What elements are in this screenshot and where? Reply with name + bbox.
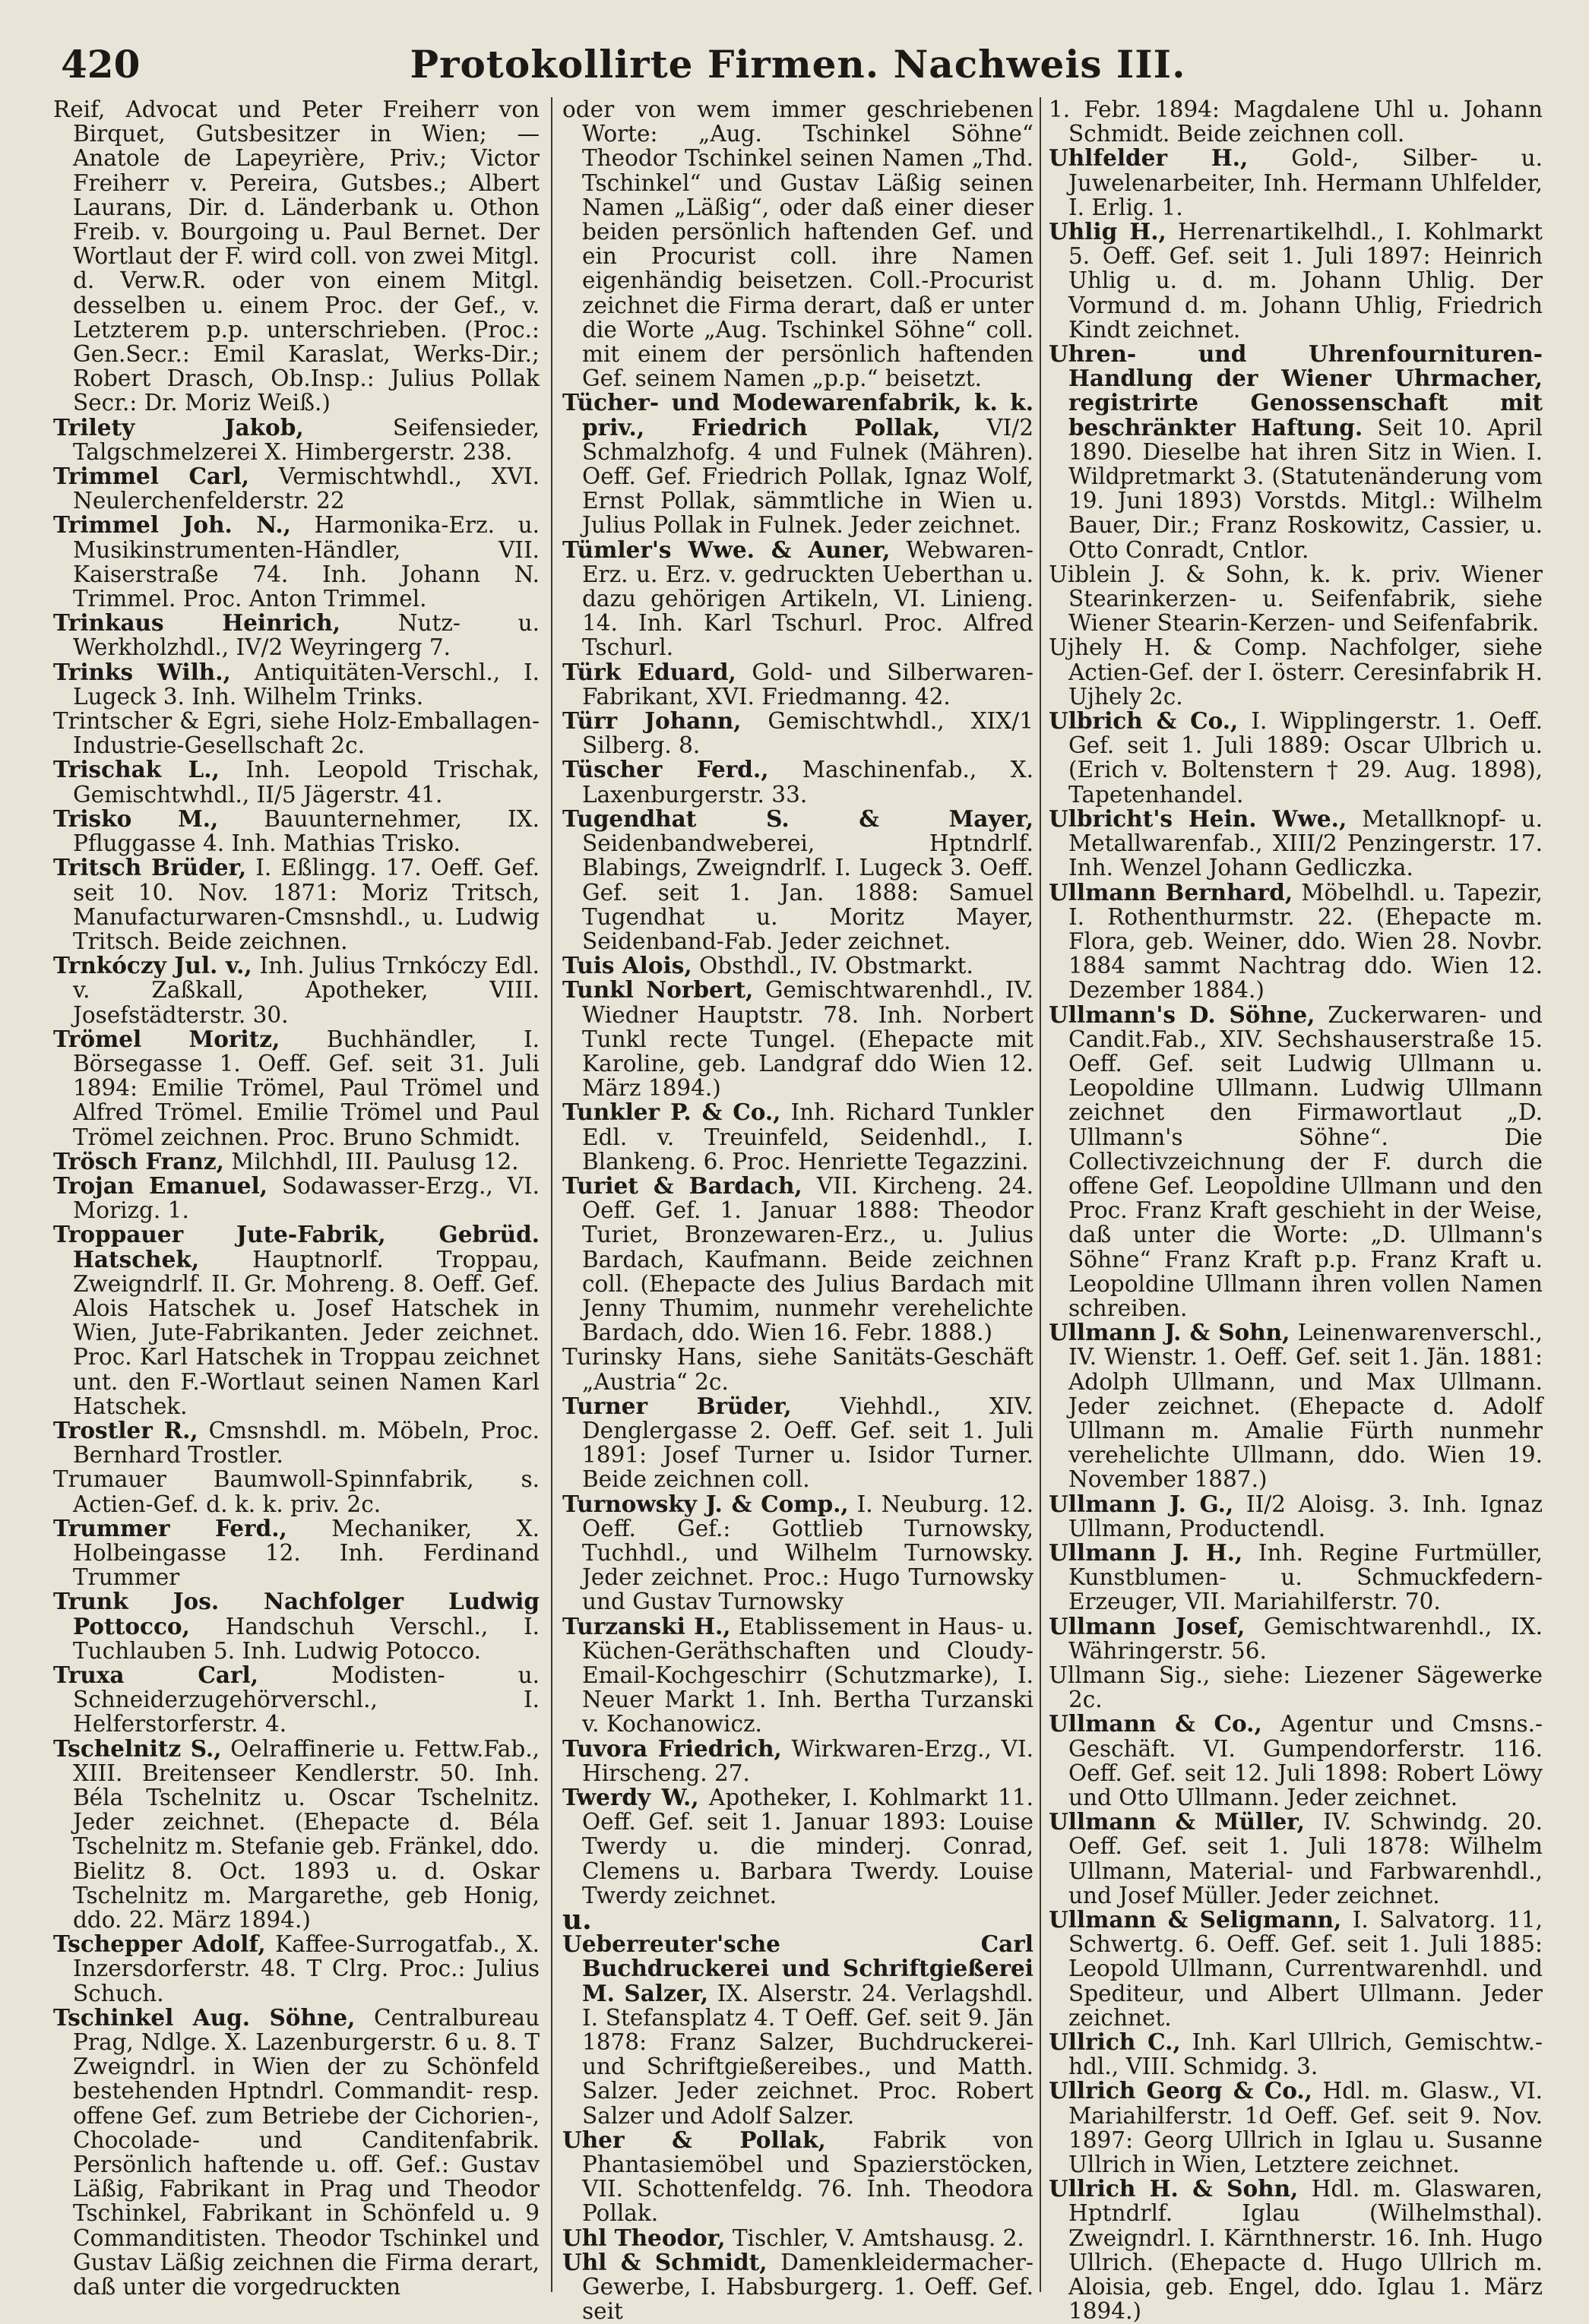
directory-entry: [1049, 2079, 1543, 2177]
entry-text: IX. Alserstr. 24. Verlagshdl. I. Stefansplatz 4. T Oeff. Gef. seit 9. Jän 1878: Franz Salzer, Buchdruckerei- und Schriftgießereibes., und Matth. Salzer. Jeder zeichnet. Proc. Robert Salzer und Adolf Salzer.: [582, 1980, 1033, 2129]
firm-name: Trojan Emanuel,: [53, 1171, 267, 1199]
firm-name: Tuvora Friedrich,: [562, 1734, 782, 1762]
entry-text: Obsthdl., IV. Obstmarkt.: [692, 953, 973, 979]
entry-text: Modisten- u. Schneiderzugehörverschl., I. Helferstorferstr. 4.: [73, 1662, 540, 1737]
column-divider: [551, 97, 552, 2292]
directory-entry: [1049, 2030, 1543, 2079]
directory-entry: [562, 1345, 1033, 1393]
directory-entry: [562, 538, 1033, 660]
firm-name: Tschepper Adolf,: [53, 1930, 266, 1958]
firm-name: Türk Eduard,: [562, 658, 736, 685]
firm-name: Ullmann's D. Söhne,: [1049, 1001, 1315, 1028]
firm-name: Twerdy W.,: [562, 1784, 699, 1811]
directory-entry: [1049, 1538, 1543, 1615]
entry-text: oder von wem immer geschriebenen Worte: „Aug. Tschinkel Söhne“ Theodor Tschinkel seinen Namen „Thd. Tschinkel“ und Gustav Läßig seinen Namen „Läßig“, oder daß einer dieser beiden persönlich haftenden Gef. und ein Procurist coll. ihre Namen eigenhändig beisetzen. Coll.-Procurist zeichnet die Firma derart, daß er unter die Worte „Aug. Tschinkel Söhne“ coll. mit einem der persönlich haftenden Gef. seinem Namen „p.p.“ beisetzt.: [562, 96, 1033, 392]
directory-entry: [562, 1171, 1033, 1346]
entry-text: Ujhely H. & Comp. Nachfolger, siehe Actien-Gef. der I. österr. Ceresinfabrik H. Ujhely 2c.: [1049, 634, 1543, 710]
directory-entry: [1049, 146, 1543, 220]
firm-name: Türr Johann,: [562, 707, 742, 735]
entry-text: Reif, Advocat und Peter Freiherr von Birquet, Gutsbesitzer in Wien; — Anatole de Lapeyrière, Priv.; Victor Freiherr v. Pereira, Gutsbes.; Albert Laurans, Dir. d. Länderbank u. Othon Freib. v. Bourgoing u. Paul Bernet. Der Wortlaut der F. wird coll. von zwei Mitgl. d. Verw.R. oder von einem Mitgl. desselben u. einem Proc. der Gef., v. Letzterem p.p. unterschrieben. (Proc.: Gen.Secr.: Emil Karaslat, Werks-Dir.; Robert Drasch, Ob.Insp.: Julius Pollak Secr.: Dr. Moriz Weiß.): [53, 96, 540, 416]
directory-entry: [53, 464, 540, 513]
firm-name: Ullrich H. & Sohn,: [1049, 2175, 1299, 2202]
firm-name: Ullmann Bernhard,: [1049, 878, 1293, 906]
entry-text: Inh. Richard Tunkler Edl. v. Treuinfeld, Seidenhdl., I. Blankeng. 6. Proc. Henriette Tegazzini.: [582, 1099, 1033, 1175]
firm-name: Ullrich Georg & Co.,: [1049, 2077, 1312, 2104]
entry-text: Agentur und Cmsns.-Geschäft. VI. Gumpendorferstr. 116. Oeff. Gef. seit 12. Juli 1898: Robert Löwy und Otto Ullmann. Jeder zeichnet.: [1068, 1711, 1543, 1811]
directory-entry: [53, 1171, 540, 1224]
entry-text: Inh. Regine Furtmüller, Kunstblumen- u. Schmuckfedern-Erzeuger, VII. Mariahilferstr. 70.: [1068, 1539, 1543, 1615]
firm-name: Trinkaus Heinrich,: [53, 609, 340, 637]
entry-text: Trintscher & Egri, siehe Holz-Emballagen-Industrie-Gesellschaft 2c.: [53, 708, 540, 759]
firm-name: Ullmann & Co.,: [1049, 1710, 1262, 1737]
firm-name: Uhl & Schmidt,: [562, 2248, 768, 2275]
entry-text: Nutz- u. Werkholzhdl., IV/2 Weyringerg 7.: [73, 610, 540, 661]
directory-entry: [53, 855, 540, 953]
column-2: [562, 96, 1034, 2324]
entry-text: Maschinenfab., X. Laxenburgerstr. 33.: [582, 757, 1033, 808]
entry-text: Cmsnshdl. m. Möbeln, Proc. Bernhard Trostler.: [73, 1417, 540, 1469]
directory-entry: [1049, 1908, 1543, 2030]
directory-entry: [562, 97, 1033, 390]
entry-text: Gemischtwarenhdl., IV. Wiedner Hauptstr. 78. Inh. Norbert Tunkl recte Tungel. (Ehepacte mit Karoline, geb. Landgraf ddo Wien 12. März 1894.): [582, 977, 1033, 1102]
entry-text: VI/2 Schmalzhofg. 4 und Fulnek (Mähren). Oeff. Gef. Friedrich Pollak, Ignaz Wolf, Ernst Pollak, sämmtliche in Wien u. Julius Pollak in Fulnek. Jeder zeichnet.: [582, 414, 1034, 539]
directory-entry: [53, 757, 540, 806]
entry-text: Centralbureau Prag, Ndlge. X. Lazenburgerstr. 6 u. 8. T Zweigndrl. in Wien der zu Schönfeld bestehenden Hptndrl. Commandit- resp. offene Gef. zum Betriebe der Cichorien-, Chocolade- und Canditenfabrik. Persönlich haftende u. off. Gef.: Gustav Läßig, Fabrikant in Prag und Theodor Tschinkel, Fabrikant in Schönfeld u. 9 Commanditisten. Theodor Tschinkel und Gustav Läßig zeichnen die Firma derart, daß unter die vorgedruckten: [73, 2004, 540, 2300]
firm-name: Turnowsky J. & Comp.,: [562, 1490, 849, 1517]
entry-text: Hdl. m. Glasw., VI. Mariahilferstr. 1d Oeff. Gef. seit 9. Nov. 1897: Georg Ullrich in Iglau u. Susanne Ullrich in Wien, Letztere zeichnet.: [1068, 2078, 1543, 2178]
entry-text: Seifensieder, Talgschmelzerei X. Himbergerstr. 238.: [73, 414, 540, 465]
entry-text: IV. Schwindg. 20. Oeff. Gef. seit 1. Juli 1878: Wilhelm Ullmann, Material- und Farbwarenhdl., und Josef Müller. Jeder zeichnet.: [1068, 1809, 1543, 1908]
entry-text: Hdl. m. Glaswaren, Hptndrlf. Iglau (Wilhelmsthal). Zweigndrl. I. Kärnthnerstr. 16. Inh. Hugo Ullrich. (Ehepacte d. Hugo Ullrich m. Aloisia, geb. Engel, ddo. Iglau 1. März 1894.): [1068, 2176, 1543, 2324]
entry-text: I. Wipplingerstr. 1. Oeff. Gef. seit 1. Juli 1889: Oscar Ulbrich u. (Erich v. Boltenstern † 29. Aug. 1898), Tapetenhandel.: [1068, 708, 1543, 808]
entry-text: Damenkleidermacher-Gewerbe, I. Habsburgerg. 1. Oeff. Gef. seit: [582, 2249, 1033, 2324]
directory-entry: [562, 807, 1033, 953]
firm-name: Tritsch Brüder,: [53, 854, 247, 881]
firm-name: Tümler's Wwe. & Auner,: [562, 536, 891, 563]
directory-entry: [53, 1027, 540, 1149]
firm-name: Uhlig H.,: [1049, 218, 1166, 245]
firm-name: Ullmann & Müller,: [1049, 1808, 1305, 1835]
entry-text: Inh. Leopold Trischak, Gemischtwhdl., II/5 Jägerstr. 41.: [73, 757, 540, 808]
firm-name: Turner Brüder,: [562, 1392, 792, 1419]
entry-text: Kaffee-Surrogatfab., X. Inzersdorferstr. 48. T Clrg. Proc.: Julius Schuch.: [73, 1931, 540, 2006]
firm-name: Truxa Carl,: [53, 1662, 258, 1688]
directory-entry: [1049, 1003, 1543, 1321]
directory-entry: [1049, 1712, 1543, 1810]
firm-name: Trostler R.,: [53, 1416, 198, 1443]
entry-text: Zuckerwaren- und Candit.Fab., XIV. Sechshauserstraße 15. Oeff. Gef. seit Ludwig Ullmann u. Leopoldine Ullmann. Ludwig Ullmann zeichnet den Firmawortlaut „D. Ullmann's Söhne“. Die Collectivzeichnung der F. durch die offene Gef. Leopoldine Ullmann und den Proc. Franz Kraft geschieht in der Weise, daß unter die Worte: „D. Ullmann's Söhne“ Franz Kraft p.p. Franz Kraft u. Leopoldine Ullmann ihren vollen Namen schreiben.: [1068, 1001, 1543, 1321]
firm-name: Uher & Pollak,: [562, 2126, 826, 2153]
directory-entry: [562, 1614, 1033, 1737]
firm-name: Turiet & Bardach,: [562, 1171, 802, 1199]
firm-name: Ullmann J. & Sohn,: [1049, 1319, 1290, 1346]
entry-text: Harmonika-Erz. u. Musikinstrumenten-Händler, VII. Kaiserstraße 74. Inh. Johann N. Trimmel. Proc. Anton Trimmel.: [73, 512, 540, 612]
entry-text: Etablissement in Haus- u. Küchen-Geräthschaften und Cloudy-Email-Kochgeschirr (Schutzmarke), I. Neuer Markt 1. Inh. Bertha Turzanski v. Kochanowicz.: [582, 1613, 1033, 1737]
entry-text: Möbelhdl. u. Tapezir, I. Rothenthurmstr. 22. (Ehepacte m. Flora, geb. Weiner, ddo. Wien 28. Novbr. 1884 sammt Nachtrag ddo. Wien 12. Dezember 1884.): [1068, 879, 1543, 1004]
entry-text: Herrenartikelhdl., I. Kohlmarkt 5. Oeff. Gef. seit 1. Juli 1897: Heinrich Uhlig u. d. m. Johann Uhlig. Der Vormund d. m. Johann Uhlig, Friedrich Kindt zeichnet.: [1068, 219, 1543, 343]
entry-text: I. Eßlingg. 17. Oeff. Gef. seit 10. Nov. 1871: Moriz Tritsch, Manufacturwaren-Cmsnshdl., u. Ludwig Tritsch. Beide zeichnen.: [73, 855, 540, 954]
firm-name: Tücher- und Modewarenfabrik, k. k. priv., Friedrich Pollak,: [562, 389, 1033, 441]
firm-name: Tuis Alois,: [562, 952, 692, 979]
firm-name: Ullmann Josef,: [1049, 1612, 1246, 1639]
entry-text: Antiquitäten-Verschl., I. Lugeck 3. Inh. Wilhelm Trinks.: [73, 659, 540, 710]
directory-entry: [1049, 1663, 1543, 1712]
firm-name: Tschinkel Aug. Söhne,: [53, 2003, 356, 2031]
page-number: 420: [61, 42, 141, 87]
firm-name: Trimmel Carl,: [53, 463, 250, 490]
entry-text: Viehhdl., XIV. Denglergasse 2. Oeff. Gef. seit 1. Juli 1891: Josef Turner u. Isidor Turner. Beide zeichnen coll.: [582, 1393, 1034, 1493]
directory-entry: [53, 1932, 540, 2006]
entry-text: Hauptnorlf. Troppau, Zweigndrlf. II. Gr. Mohreng. 8. Oeff. Gef. Alois Hatschek u. Josef Hatschek in Wien, Jute-Fabrikanten. Jeder zeichnet. Proc. Karl Hatschek in Troppau zeichnet unt. den F.-Wortlaut seinen Namen Karl Hatschek.: [73, 1246, 540, 1419]
entry-text: Milchhdl, III. Paulusg 12.: [223, 1148, 519, 1175]
directory-entry: [1049, 1614, 1543, 1663]
entry-text: Apotheker, I. Kohlmarkt 11. Oeff. Gef. seit 1. Januar 1893: Louise Twerdy u. die minderj. Conrad, Clemens u. Barbara Twerdy. Louise Twerdy zeichnet.: [582, 1785, 1034, 1908]
directory-entry: [562, 2226, 1033, 2250]
directory-entry: [562, 757, 1033, 806]
entry-text: Gemischtwarenhdl., IX. Währingerstr. 56.: [1068, 1613, 1543, 1664]
section-heading: u.: [562, 1904, 592, 1937]
directory-entry: [562, 660, 1033, 709]
column-divider: [1040, 97, 1041, 2292]
entry-text: Bauunternehmer, IX. Pfluggasse 4. Inh. Mathias Trisko.: [73, 805, 540, 857]
firm-name: Ulbrich & Co.,: [1049, 707, 1239, 735]
directory-entry: [1049, 1810, 1543, 1908]
directory-entry: [1049, 1492, 1543, 1541]
directory-entry: [1049, 97, 1543, 146]
entry-text: Buchhändler, I. Börsegasse 1. Oeff. Gef. seit 31. Juli 1894: Emilie Trömel, Paul Trömel und Alfred Trömel. Emilie Trömel und Paul Trömel zeichnen. Proc. Bruno Schmidt.: [73, 1026, 540, 1150]
entry-text: I. Salvatorg. 11, Schwertg. 6. Oeff. Gef. seit 1. Juli 1885: Leopold Ullmann, Currentwarenhdl. und Spediteur, und Albert Ullmann. Jeder zeichnet.: [1068, 1907, 1543, 2031]
directory-entry: [562, 1734, 1033, 1786]
entry-text: Uiblein J. & Sohn, k. k. priv. Wiener Stearinkerzen- u. Seifenfabrik, siehe Wiener Stearin-Kerzen- und Seifenfabrik.: [1049, 561, 1543, 637]
directory-entry: [562, 1100, 1033, 1174]
entry-text: Ullmann Sig., siehe: Liezener Sägewerke 2c.: [1049, 1662, 1543, 1713]
directory-entry: [1049, 807, 1543, 881]
entry-text: Fabrik von Phantasiemöbel und Spazierstöcken, VII. Schottenfeldg. 76. Inh. Theodora Pollak.: [582, 2126, 1033, 2227]
directory-entry: [562, 1785, 1033, 1908]
directory-entry: [1049, 2177, 1543, 2323]
firm-name: Tunkl Norbert,: [562, 976, 754, 1004]
directory-entry: [53, 2003, 540, 2300]
directory-entry: [562, 1492, 1033, 1614]
page-header: [53, 42, 1543, 103]
directory-entry: [562, 953, 1033, 978]
directory-entry: [53, 1663, 540, 1737]
entry-text: Seidenbandweberei, Hptndrlf. Blabings, Zweigndrlf. I. Lugeck 3. Oeff. Gef. seit 1. Jan. 1888: Samuel Tugendhat u. Moritz Mayer, Seidenband-Fab. Jeder zeichnet.: [582, 830, 1033, 954]
directory-entry: [53, 611, 540, 659]
firm-name: Trinks Wilh.,: [53, 658, 231, 685]
directory-entry: [562, 978, 1033, 1100]
entry-text: Tischler, V. Amtshausg. 2.: [725, 2224, 1024, 2251]
firm-name: Ullmann J. H.,: [1049, 1538, 1243, 1566]
directory-entry: [562, 1932, 1033, 2128]
entry-text: 1. Febr. 1894: Magdalene Uhl u. Johann Schmidt. Beide zeichnen coll.: [1049, 96, 1543, 147]
directory-entry: [1049, 342, 1543, 562]
firm-name: Uhren- und Uhrenfournituren-Handlung der Wiener Uhrmacher, registrirte Genossenschaft mit beschränkter Haftung.: [1049, 340, 1543, 441]
entry-text: Gold-, Silber- u. Juwelenarbeiter, Inh. Hermann Uhlfelder, I. Erlig. 1.: [1068, 145, 1543, 220]
directory-entry: [53, 1418, 540, 1467]
firm-name: Trömel Moritz,: [53, 1025, 280, 1052]
entry-text: II/2 Aloisg. 3. Inh. Ignaz Ullmann, Productendl.: [1068, 1491, 1543, 1541]
firm-name: Trilety Jakob,: [53, 413, 304, 441]
directory-entry: [53, 807, 540, 855]
firm-name: Trisko M.,: [53, 805, 219, 832]
firm-name: Tugendhat S. & Mayer,: [562, 805, 1033, 832]
entry-text: Oelraffinerie u. Fettw.Fab., XIII. Breitenseer Kendlerstr. 50. Inh. Béla Tschelnitz u. Oscar Tschelnitz. Jeder zeichnet. (Ehepacte d. Béla Tschelnitz m. Stefanie geb. Fränkel, ddo. Bielitz 8. Oct. 1893 u. d. Oskar Tschelnitz m. Margarethe, geb Honig, ddo. 22. März 1894.): [73, 1735, 540, 1934]
firm-name: Ullmann J. G.,: [1049, 1490, 1234, 1517]
directory-entry: [53, 413, 540, 465]
entry-text: Mechaniker, X. Holbeingasse 12. Inh. Ferdinand Trummer: [73, 1515, 540, 1591]
entry-text: Seit 10. April 1890. Dieselbe hat ihren Sitz in Wien. I. Wildpretmarkt 3. (Statutenänderung vom 19. Juni 1893) Vorstds. Mitgl.: Wilhelm Bauer, Dir.; Franz Roskowitz, Cassier, u. Otto Conradt, Cntlor.: [1068, 414, 1543, 563]
directory-entry: [562, 2128, 1033, 2226]
directory-entry: [53, 1467, 540, 1516]
entry-text: Turinsky Hans, siehe Sanitäts-Geschäft „Austria“ 2c.: [562, 1344, 1033, 1395]
column-1: [53, 96, 540, 2300]
firm-name: Trimmel Joh. N.,: [53, 511, 291, 539]
directory-entry: [53, 1589, 540, 1663]
entry-text: Sodawasser-Erzg., VI. Morizg. 1.: [73, 1172, 540, 1224]
firm-name: Trunk Jos. Nachfolger Ludwig Pottocco,: [53, 1588, 540, 1639]
directory-entry: [1049, 878, 1543, 1004]
entry-text: Inh. Karl Ullrich, Gemischtw.-hdl., VIII. Schmidg. 3.: [1068, 2029, 1543, 2080]
firm-name: Ulbricht's Hein. Wwe.,: [1049, 805, 1347, 832]
firm-name: Uhlfelder H.,: [1049, 144, 1249, 172]
firm-name: Turzanski H.,: [562, 1612, 731, 1639]
directory-entry: [562, 2250, 1033, 2324]
firm-name: Trösch Franz,: [53, 1147, 224, 1175]
firm-name: Troppauer Jute-Fabrik, Gebrüd. Hatschek,: [53, 1221, 540, 1273]
firm-name: Trummer Ferd.,: [53, 1514, 287, 1541]
page-title: Protokollirte Firmen. Nachweis III.: [410, 42, 1186, 87]
directory-entry: [562, 709, 1033, 757]
directory-entry: [1049, 220, 1543, 342]
entry-text: I. Neuburg. 12. Oeff. Gef.: Gottlieb Turnowsky, Tuchhdl., und Wilhelm Turnowsky. Jeder zeichnet. Proc.: Hugo Turnowsky und Gustav Turnowsky: [582, 1491, 1033, 1615]
firm-name: Tschelnitz S.,: [53, 1734, 222, 1762]
firm-name: Uhl Theodor,: [562, 2224, 726, 2251]
directory-entry: [53, 1734, 540, 1934]
column-3: [1049, 96, 1543, 2324]
directory-entry: [53, 513, 540, 611]
entry-text: Gemischtwhdl., XIX/1 Silberg. 8.: [582, 708, 1034, 759]
firm-name: Tunkler P. & Co.,: [562, 1099, 781, 1126]
directory-entry: [1049, 709, 1543, 807]
directory-entry: [53, 953, 540, 1027]
entry-text: Leinenwarenverschl., IV. Wienstr. 1. Oeff. Gef. seit 1. Jän. 1881: Adolph Ullmann, und Max Ullmann. Jeder zeichnet. (Ehepacte d. Adolf Ullmann m. Amalie Fürth nunmehr verehelichte Ullmann, ddo. Wien 19. November 1887.): [1068, 1320, 1543, 1493]
directory-entry: [1049, 562, 1543, 636]
entry-text: Webwaren-Erz. u. Erz. v. gedruckten Ueberthan u. dazu gehörigen Artikeln, VI. Linieng. 14. Inh. Karl Tschurl. Proc. Alfred Tschurl.: [582, 536, 1034, 661]
directory-entry: [53, 709, 540, 757]
entry-text: VII. Kircheng. 24. Oeff. Gef. 1. Januar 1888: Theodor Turiet, Bronzewaren-Erz., u. Julius Bardach, Kaufmann. Beide zeichnen coll. (Ehepacte des Julius Bardach mit Jenny Thumim, nunmehr verehelichte Bardach, ddo. Wien 16. Febr. 1888.): [582, 1172, 1033, 1346]
firm-name: Ullrich C.,: [1049, 2028, 1181, 2056]
entry-text: Trumauer Baumwoll-Spinnfabrik, s. Actien-Gef. d. k. k. priv. 2c.: [53, 1466, 540, 1517]
directory-entry: [53, 660, 540, 709]
directory-entry: [562, 390, 1033, 537]
firm-name: Ullmann & Seligmann,: [1049, 1906, 1342, 1934]
directory-entry: [1049, 635, 1543, 709]
firm-name: Ueberreuter'sche Carl Buchdruckerei und Schriftgießerei M. Salzer,: [562, 1930, 1033, 2006]
firm-name: Tüscher Ferd.,: [562, 756, 769, 783]
entry-text: Inh. Julius Trnkóczy Edl. v. Zaßkall, Apotheker, VIII. Josefstädterstr. 30.: [73, 953, 540, 1028]
directory-entry: [53, 1149, 540, 1174]
directory-entry: [53, 97, 540, 416]
directory-entry: [53, 1222, 540, 1418]
firm-name: Trnkóczy Jul. v.,: [53, 952, 252, 979]
directory-entry: [562, 1394, 1033, 1492]
entry-text: Handschuh Verschl., I. Tuchlauben 5. Inh. Ludwig Potocco.: [73, 1613, 540, 1664]
firm-name: Trischak L.,: [53, 756, 220, 783]
directory-entry: [53, 1516, 540, 1590]
entry-text: Vermischtwhdl., XVI. Neulerchenfelderstr. 22: [73, 463, 540, 514]
entry-text: Wirkwaren-Erzg., VI. Hirscheng. 27.: [582, 1735, 1033, 1786]
entry-text: Gold- und Silberwaren-Fabrikant, XVI. Friedmanng. 42.: [582, 659, 1034, 710]
directory-entry: [1049, 1320, 1543, 1491]
entry-text: Metallknopf- u. Metallwarenfab., XIII/2 Penzingerstr. 17. Inh. Wenzel Johann Gedliczka.: [1068, 805, 1543, 881]
